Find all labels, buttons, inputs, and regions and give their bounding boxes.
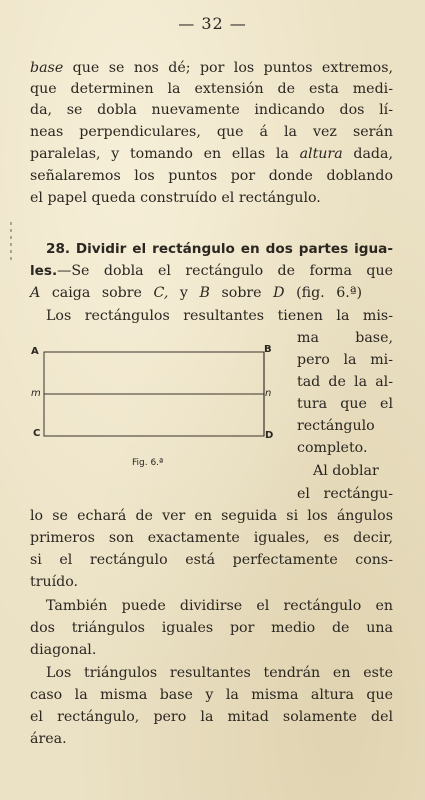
- section-number: 28.: [46, 241, 71, 257]
- text-line: lo se echará de ver en seguida si los ángulos: [30, 508, 393, 524]
- margin-mark: [10, 222, 12, 262]
- wrap-line: pero la mi-: [297, 352, 393, 368]
- text-line: les.—Se dobla el rectángulo de forma que: [30, 263, 393, 279]
- text-line: neas perpendiculares, que á la vez serán: [30, 124, 393, 140]
- wrap-line: el rectángu-: [297, 486, 393, 502]
- rectangle-fold-diagram: [28, 338, 278, 448]
- text-line: caso la misma base y la misma altura que: [30, 687, 393, 703]
- text-line: dos triángulos iguales por medio de una: [30, 620, 393, 636]
- text-line: paralelas, y tomando en ellas la altura dada,: [30, 146, 393, 162]
- term-altura: altura: [299, 146, 343, 162]
- text-line: A caiga sobre C, y B sobre D (fig. 6.ª): [30, 285, 363, 301]
- term-base: base: [30, 60, 64, 76]
- text-line: da, se dobla nuevamente indicando dos lí-: [30, 102, 393, 118]
- figure-caption: Fig. 6.ª: [132, 458, 164, 468]
- wrap-line: tad de la al-: [297, 374, 393, 390]
- text-line: También puede dividirse el rectángulo en: [46, 598, 393, 614]
- label-m: m: [31, 388, 41, 399]
- label-n: n: [265, 388, 272, 399]
- text-line: área.: [30, 731, 67, 747]
- wrap-line: tura que el: [297, 396, 393, 412]
- text-line: que determinen la extensión de esta medi-: [30, 81, 393, 97]
- text-line: primeros son exactamente iguales, es decir,: [30, 530, 393, 546]
- text-line: diagonal.: [30, 642, 97, 658]
- label-B: B: [264, 344, 272, 355]
- wrap-line: rectángulo: [297, 418, 375, 434]
- section-title: Dividir el rectángulo en dos partes igua-: [75, 241, 393, 257]
- text-line: base que se nos dé; por los puntos extremos,: [30, 60, 393, 76]
- text-line: el papel queda construído el rectángulo.: [30, 190, 321, 206]
- label-C: C: [33, 428, 41, 439]
- text-line: truído.: [30, 574, 79, 590]
- text-line: el rectángulo, pero la mitad solamente del: [30, 709, 393, 725]
- text-line: si el rectángulo está perfectamente cons-: [30, 552, 393, 568]
- text-line: señalaremos los puntos por donde doblando: [30, 168, 393, 184]
- text-line: Los triángulos resultantes tendrán en este: [46, 665, 393, 681]
- label-A: A: [31, 346, 39, 357]
- wrap-line: Al doblar: [313, 463, 379, 479]
- text-line: Los rectángulos resultantes tienen la mis-: [46, 308, 393, 324]
- section-heading: [46, 239, 393, 259]
- page-number: — 32 —: [178, 14, 247, 33]
- label-D: D: [265, 430, 274, 441]
- wrap-line: completo.: [297, 440, 368, 456]
- wrap-line: ma base,: [297, 330, 393, 346]
